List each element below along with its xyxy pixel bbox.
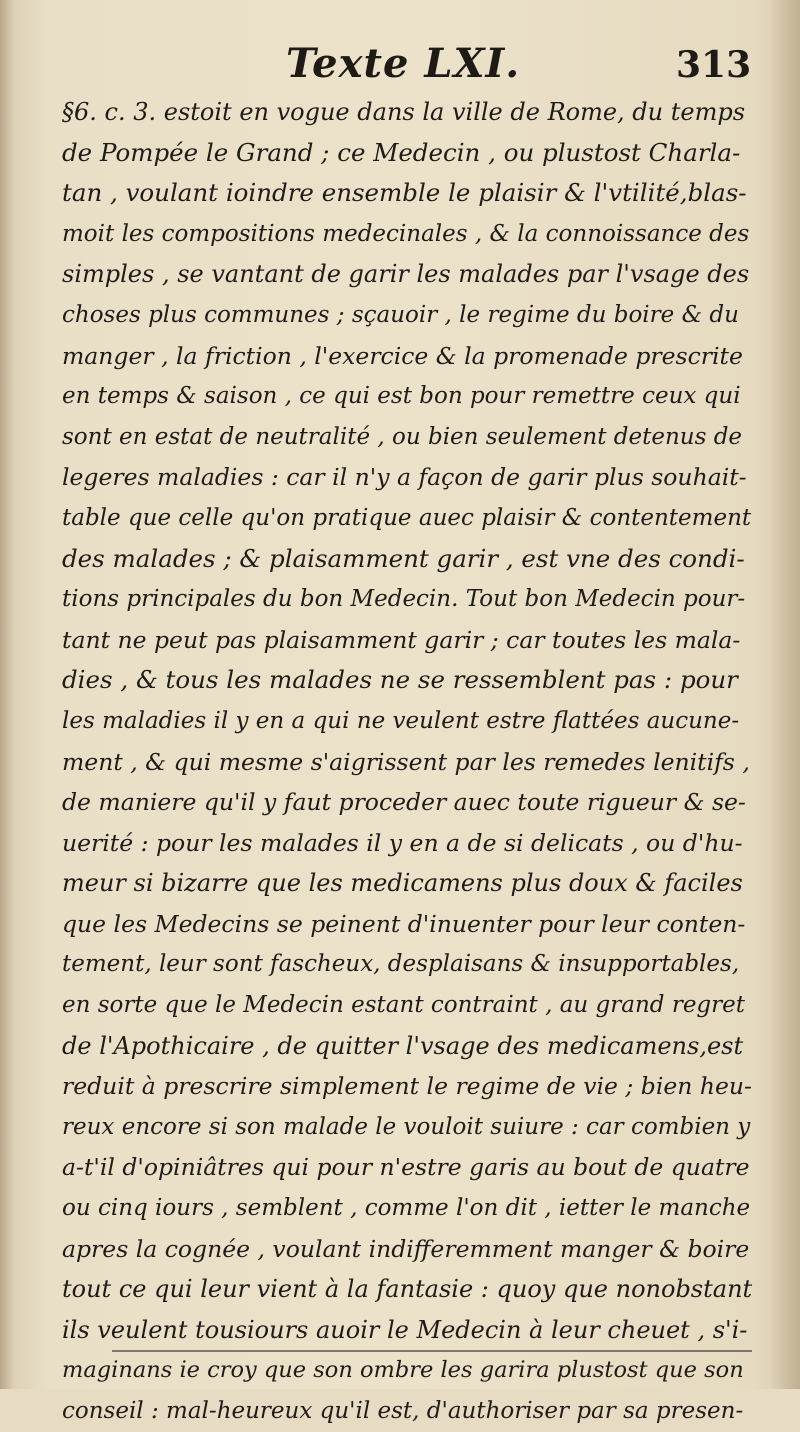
text-line: table que celle qu'on pratique auec plaisir & contentement — [62, 504, 752, 531]
gutter-shadow — [0, 0, 14, 1389]
text-line: ou cinq iours , semblent , comme l'on dit , ietter le manche — [62, 1195, 751, 1222]
text-line: manger , la friction , l'exercice & la promenade prescrite — [62, 341, 743, 370]
text-line: que les Medecins se peinent d'inuenter pour leur conten- — [62, 909, 746, 938]
running-title: Texte LXI. — [286, 40, 521, 87]
text-line: des malades ; & plaisamment garir , est vne des condi- — [62, 543, 745, 573]
text-line: maginans ie croy que son ombre les garira plustost que son — [62, 1357, 744, 1384]
page-edge-shading — [770, 0, 800, 1389]
text-line: uerité : pour les malades il y en a de si delicats , ou d'hu- — [62, 828, 743, 857]
text-line: tement, leur sont fascheux, desplaisans & insupportables, — [62, 951, 740, 978]
text-line: a-t'il d'opiniâtres qui pour n'estre garis au bout de quatre — [62, 1153, 750, 1182]
text-line: tan , voulant ioindre ensemble le plaisir & l'vtilité,blas- — [62, 178, 747, 208]
text-line: §6. c. 3. estoit en vogue dans la ville de Rome, du temps — [62, 98, 746, 126]
text-line: de l'Apothicaire , de quitter l'vsage des medicamens,est — [62, 1031, 744, 1060]
text-line: en temps & saison , ce qui est bon pour remettre ceux qui — [62, 383, 741, 410]
text-line: les maladies il y en a qui ne veulent estre flattées aucune- — [62, 707, 740, 734]
page-number: 313 — [676, 44, 752, 86]
text-line: de Pompée le Grand ; ce Medecin , ou plustost Charla- — [62, 137, 741, 167]
text-line: choses plus communes ; sçauoir , le regime du boire & du — [62, 301, 739, 328]
text-line: ils veulent tousiours auoir le Medecin à leur cheuet , s'i- — [62, 1315, 748, 1344]
body-text — [62, 92, 752, 1432]
text-line: tant ne peut pas plaisamment garir ; car toutes les mala- — [62, 625, 741, 654]
text-line: de maniere qu'il y faut proceder auec toute rigueur & se- — [62, 788, 746, 817]
text-line: reduit à prescrire simplement le regime de vie ; bien heu- — [62, 1072, 752, 1101]
text-line: tout ce qui leur vient à la fantasie : quoy que nonobstant — [62, 1275, 753, 1304]
text-line: meur si bizarre que les medicamens plus doux & faciles — [62, 869, 743, 898]
text-line: conseil : mal-heureux qu'il est, d'authoriser par sa presen- — [62, 1398, 744, 1424]
text-line: apres la cognée , voulant indifferemment manger & boire — [62, 1234, 750, 1263]
text-line: tions principales du bon Medecin. Tout bon Medecin pour- — [62, 586, 746, 613]
page-header — [0, 34, 800, 94]
text-line: reux encore si son malade le vouloit suiure : car combien y — [62, 1113, 751, 1140]
text-line: moit les compositions medecinales , & la connoissance des — [62, 220, 750, 247]
text-line: simples , se vantant de garir les malades par l'vsage des — [62, 260, 750, 289]
text-line: sont en estat de neutralité , ou bien seulement detenus de — [62, 423, 743, 450]
text-line: en sorte que le Medecin estant contraint , au grand regret — [62, 992, 746, 1019]
text-line: ment , & qui mesme s'aigrissent par les remedes lenitifs , — [62, 747, 750, 776]
text-line: legeres maladies : car il n'y a façon de garir plus souhait- — [62, 463, 747, 492]
text-line: dies , & tous les malades ne se ressemblent pas : pour — [62, 665, 738, 695]
underline-mark — [112, 1350, 752, 1352]
